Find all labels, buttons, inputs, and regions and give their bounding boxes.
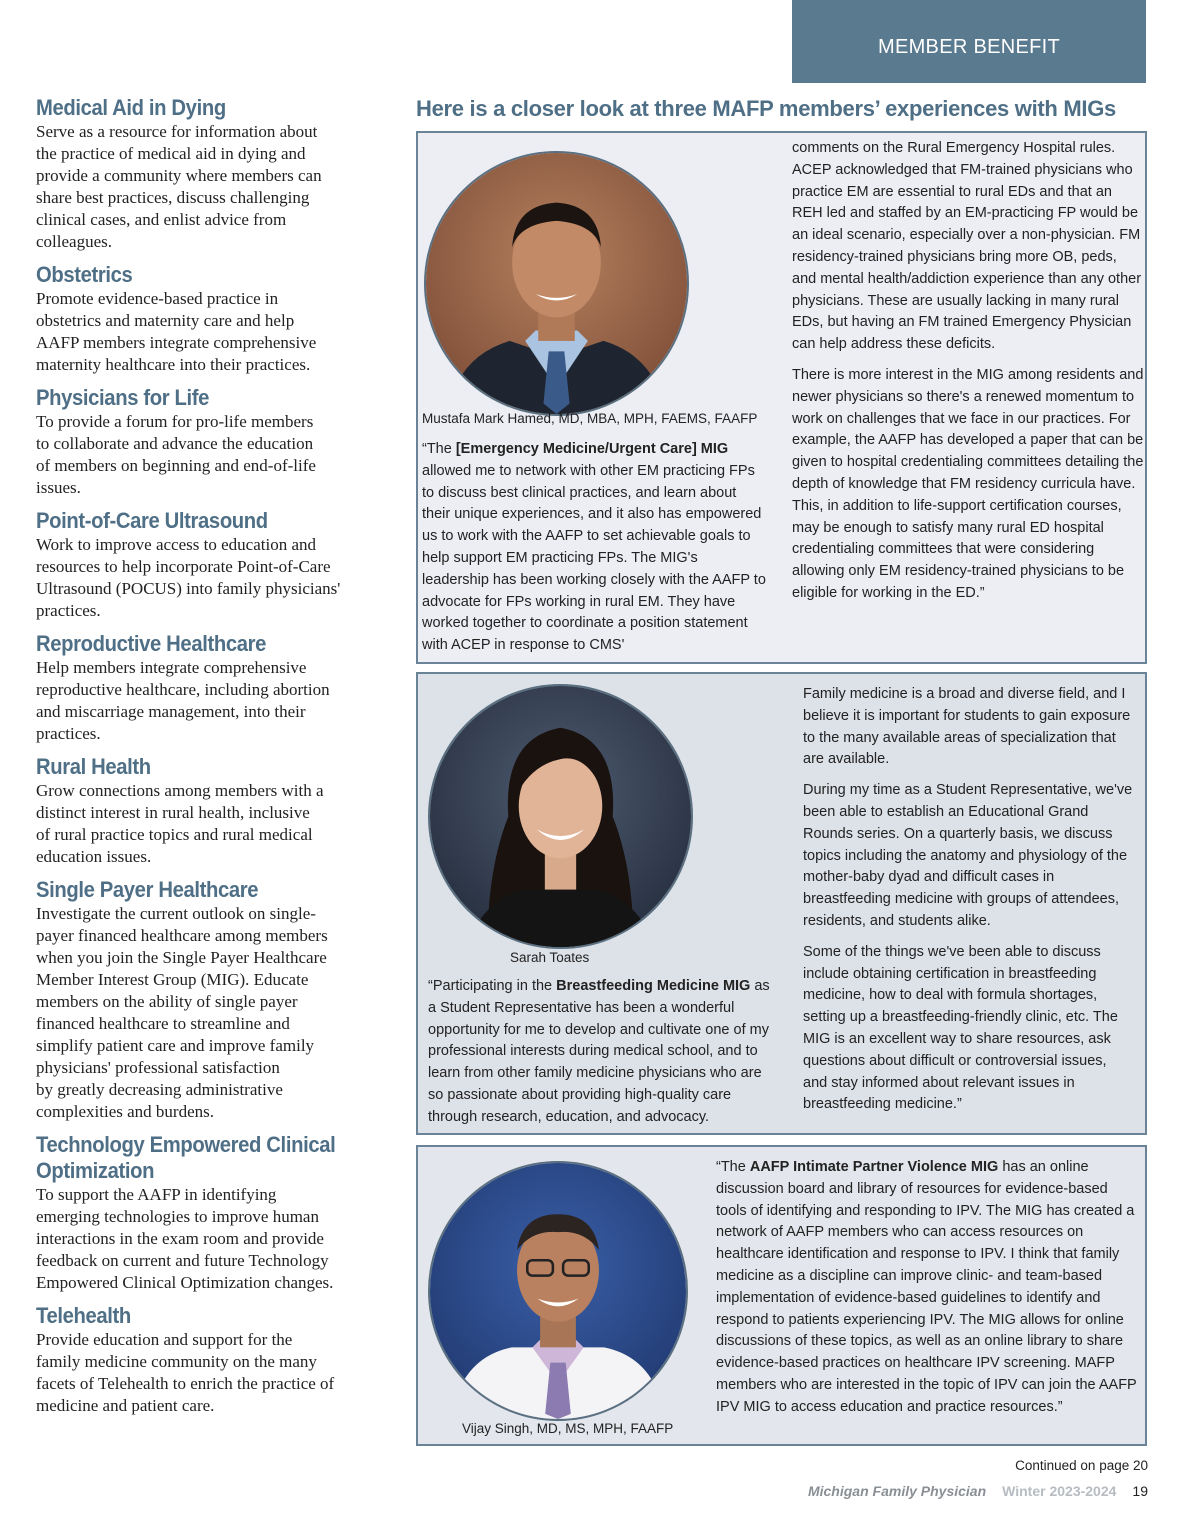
mig-description: Work to improve access to education and resources to help incorporate Point-of-Care Ultrasound (POCUS) into family physicians' practices. [36, 535, 341, 620]
mig-title: Reproductive Healthcare [36, 631, 266, 656]
profile-quote: “Participating in the Breastfeeding Medicine MIG as a Student Representative has been a wonderful opportunity for me to develop and cultivate one of my professional interests during medical school, and to learn from other family medicine physicians who are so passionate about providing high-quality care through research, education, and advocacy. [428, 978, 770, 1125]
mig-technology-empowered-clinical-optimization [36, 1132, 396, 1294]
page-number: 19 [1132, 1483, 1148, 1499]
mig-title: Rural Health [36, 754, 151, 779]
portrait-photo [428, 1161, 688, 1421]
profile-card-toates [416, 672, 1147, 1135]
profile-quote-continued: Family medicine is a broad and diverse field, and I believe it is important for students to gain exposure to the many available areas of specialization that are available. During my time as a Student Representative, we've been able to establish an Educational Grand Rounds series. On a quarterly basis, we discuss topics including the anatomy and physiology of the mother-baby dyad and difficult cases in breastfeeding medicine with groups of attendees, residents, and students alike. Some of the things we've been able to discuss include obtaining certification in breastfeeding medicine, how to deal with formula shortages, setting up a breastfeeding-friendly clinic, etc. The MIG is an excellent way to share resources, ask questions about difficult or controversial issues, and stay informed about relevant issues in breastfeeding medicine.” [803, 686, 1133, 1113]
page-footer [808, 1483, 1148, 1499]
profile-card-hamed [416, 131, 1147, 664]
profile-quote-continued: comments on the Rural Emergency Hospital rules. ACEP acknowledged that FM-trained physicians who practice EM are essential to rural EDs and that an REH led and staffed by an EM-practicing FP would be an ideal scenario, especially over a non-physician. FM residency-trained physicians bring more OB, peds, and mental health/addiction experience than any other physicians. These are usually lacking in many rural EDs, but having an FM trained Emergency Physician can help address these deficits. There is more interest in the MIG among residents and newer physicians so there's a renewed momentum to work on challenges that we face in our practices. For example, the AAFP has developed a paper that can be given to hospital credentialing committees detailing the depth of knowledge that FM residency curricula have. This, in addition to life-support certification courses, may be enough to satisfy many rural ED hospital credentialing committees that were considering allowing only EM residency-trained physicians to be eligible for working in the ED.” [792, 140, 1144, 601]
mig-telehealth [36, 1303, 396, 1417]
mig-point-of-care-ultrasound [36, 508, 396, 622]
mig-title: Single Payer Healthcare [36, 877, 259, 902]
mig-title: Physicians for Life [36, 385, 209, 410]
portrait-photo [424, 151, 689, 416]
mig-description: Provide education and support for the family medicine community on the many facets of Telehealth to enrich the practice of medicine and patient care. [36, 1330, 335, 1415]
mig-list [36, 95, 396, 1426]
profile-quote: “The [Emergency Medicine/Urgent Care] MIG allowed me to network with other EM practicing FPs to discuss best clinical practices, and learn about their unique experiences, and it also has empowered us to work with the AAFP to set achievable goals to help support EM practicing FPs. The MIG's leadership has been working closely with the AAFP to advocate for FPs working in rural EM. They have worked together to coordinate a position statement with ACEP in response to CMS' [422, 441, 766, 654]
mig-description: Grow connections among members with a distinct interest in rural health, inclusive of rural practice topics and rural medical education issues. [36, 781, 324, 866]
mig-description: To support the AAFP in identifying emerging technologies to improve human interactions in the exam room and provide feedback on current and future Technology Empowered Clinical Optimization changes. [36, 1185, 334, 1292]
mig-title: Telehealth [36, 1303, 131, 1328]
mig-title: Technology Empowered Clinical Optimization [36, 1132, 336, 1183]
profile-card-singh [416, 1145, 1147, 1446]
continued-note: Continued on page 20 [1015, 1458, 1148, 1473]
mig-description: Help members integrate comprehensive reproductive healthcare, including abortion and miscarriage management, into their practices. [36, 658, 330, 743]
member-benefit-banner [792, 0, 1146, 83]
mig-description: Promote evidence-based practice in obstetrics and maternity care and help AAFP members integrate comprehensive maternity healthcare into their practices. [36, 289, 317, 374]
mig-description: Serve as a resource for information about the practice of medical aid in dying and provide a community where members can share best practices, discuss challenging clinical cases, and enlist advice from colleagues. [36, 122, 322, 251]
mig-obstetrics [36, 262, 396, 376]
mig-physicians-for-life [36, 385, 396, 499]
mig-reproductive-healthcare [36, 631, 396, 745]
mig-single-payer-healthcare [36, 877, 396, 1123]
banner-label: MEMBER BENEFIT [878, 36, 1060, 58]
mig-description: Investigate the current outlook on single- payer financed healthcare among members when you join the Single Payer Healthcare Member Interest Group (MIG). Educate members on the ability of single payer financed healthcare to streamline and simplify patient care and improve family physicians' professional satisfaction by greatly decreasing administrative complexities and burdens. [36, 904, 328, 1121]
issue-season: Winter 2023-2024 [1002, 1483, 1117, 1499]
mig-medical-aid-in-dying [36, 95, 396, 253]
profile-name: Sarah Toates [510, 950, 590, 965]
mig-rural-health [36, 754, 396, 868]
mig-description: To provide a forum for pro-life members to collaborate and advance the education of members on beginning and end-of-life issues. [36, 412, 316, 497]
mig-name: [Emergency Medicine/Urgent Care] MIG [455, 441, 729, 457]
mig-name: AAFP Intimate Partner Violence MIG [749, 1159, 999, 1175]
mig-title: Point-of-Care Ultrasound [36, 508, 268, 533]
mig-title: Obstetrics [36, 262, 133, 287]
profile-quote: “The AAFP Intimate Partner Violence MIG has an online discussion board and library of resources for evidence-based tools of identifying and responding to IPV. The MIG has created a network of AAFP members who can access resources on healthcare identification and response to IPV. I think that family medicine as a discipline can improve clinic- and team-based implementation of evidence-based guidelines to identify and respond to patients experiencing IPV. The MIG allows for online discussions of these topics, as well as an online library to share evidence-based practices on healthcare IPV screening. MAFP members who are interested in the topic of IPV can join the AAFP IPV MIG to access education and practice resources.” [716, 1159, 1137, 1415]
mig-title: Medical Aid in Dying [36, 95, 226, 120]
mig-name: Breastfeeding Medicine MIG [556, 978, 751, 994]
section-headline: Here is a closer look at three MAFP members’ experiences with MIGs [416, 96, 1116, 121]
portrait-photo [428, 684, 693, 949]
publication-name: Michigan Family Physician [807, 1483, 987, 1499]
profile-name: Mustafa Mark Hamed, MD, MBA, MPH, FAEMS, FAAFP [422, 411, 758, 426]
profile-name: Vijay Singh, MD, MS, MPH, FAAFP [462, 1421, 674, 1436]
